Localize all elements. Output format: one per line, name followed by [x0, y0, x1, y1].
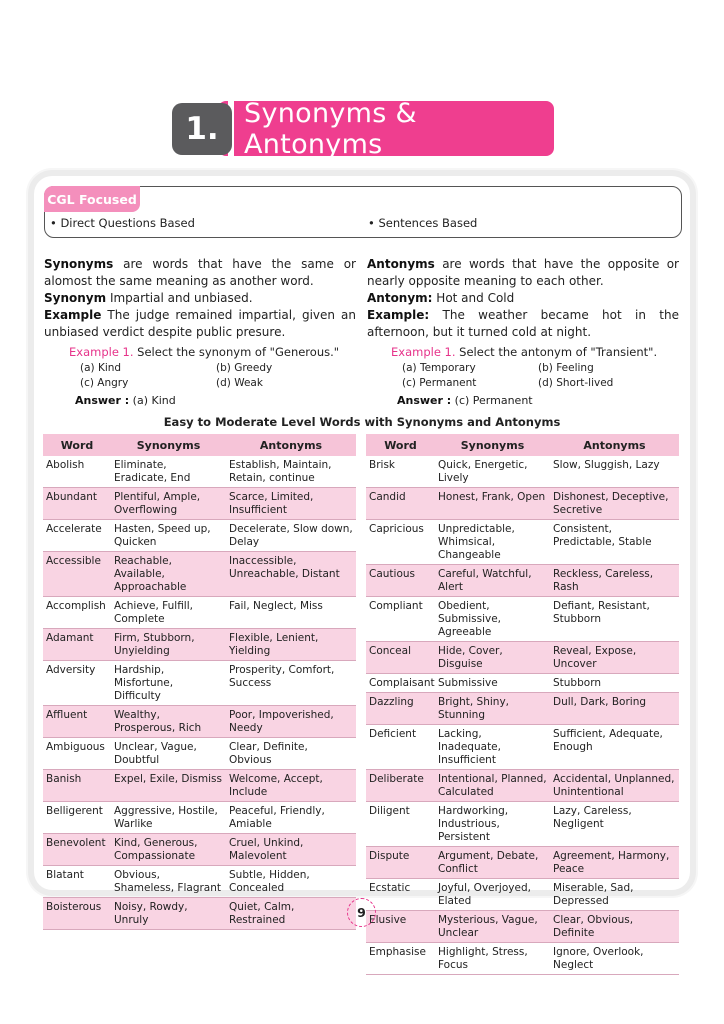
antonym-option-a: (a) Temporary: [402, 362, 476, 374]
cell-synonyms: Firm, Stubborn, Unyielding: [111, 629, 226, 661]
cgl-item-sentences: • Sentences Based: [368, 216, 478, 230]
cell-synonyms: Highlight, Stress, Focus: [435, 943, 550, 975]
table-row: [43, 552, 356, 597]
cell-synonyms: Argument, Debate, Conflict: [435, 847, 550, 879]
cell-synonyms: Noisy, Rowdy, Unruly: [111, 898, 226, 930]
table-row: [43, 488, 356, 520]
cell-synonyms: Hardship, Misfortune, Difficulty: [111, 661, 226, 706]
cell-synonyms: Expel, Exile, Dismiss: [111, 770, 226, 802]
table-row: [43, 802, 356, 834]
cell-synonyms: Intentional, Planned, Calculated: [435, 770, 550, 802]
header-synonyms: Synonyms: [435, 434, 550, 456]
header-word: Word: [366, 434, 435, 456]
cell-antonyms: Lazy, Careless, Negligent: [550, 802, 679, 847]
table-row: [366, 943, 679, 975]
cell-antonyms: Reckless, Careless, Rash: [550, 565, 679, 597]
cell-antonyms: Sufficient, Adequate, Enough: [550, 725, 679, 770]
chapter-title: Synonyms & Antonyms: [244, 97, 417, 160]
header-antonyms: Antonyms: [550, 434, 679, 456]
cell-word: Blatant: [43, 866, 111, 898]
cell-word: Diligent: [366, 802, 435, 847]
header-antonyms: Antonyms: [226, 434, 356, 456]
cell-antonyms: Quiet, Calm, Restrained: [226, 898, 356, 930]
cell-antonyms: Poor, Impoverished, Needy: [226, 706, 356, 738]
word-table-right: [366, 434, 679, 975]
table-row: [366, 847, 679, 879]
cgl-item-direct: • Direct Questions Based: [50, 216, 195, 230]
cell-synonyms: Bright, Shiny, Stunning: [435, 693, 550, 725]
cell-antonyms: Accidental, Unplanned, Unintentional: [550, 770, 679, 802]
cell-synonyms: Unclear, Vague, Doubtful: [111, 738, 226, 770]
cell-antonyms: Reveal, Expose, Uncover: [550, 642, 679, 674]
cell-synonyms: Honest, Frank, Open: [435, 488, 550, 520]
cell-antonyms: Inaccessible, Unreachable, Distant: [226, 552, 356, 597]
cell-word: Ecstatic: [366, 879, 435, 911]
table-row: [366, 642, 679, 674]
cell-word: Capricious: [366, 520, 435, 565]
cell-antonyms: Scarce, Limited, Insufficient: [226, 488, 356, 520]
table-row: [43, 738, 356, 770]
chapter-title-banner: [172, 97, 554, 160]
synonym-option-b: (b) Greedy: [216, 362, 273, 374]
cell-word: Benevolent: [43, 834, 111, 866]
page-number: 9: [347, 898, 376, 927]
table-row: [43, 770, 356, 802]
antonyms-definition: Antonyms are words that have the opposite or nearly opposite meaning to each other. Antonym: Hot and Cold Example: The weather became hot in the afternoon, but it turned cold at night.: [367, 257, 679, 339]
cell-word: Conceal: [366, 642, 435, 674]
synonym-option-a: (a) Kind: [80, 362, 122, 374]
cell-synonyms: Hide, Cover, Disguise: [435, 642, 550, 674]
cell-antonyms: Dishonest, Deceptive, Secretive: [550, 488, 679, 520]
table-row: [43, 866, 356, 898]
table-row: [366, 725, 679, 770]
cgl-focused-tag: CGL Focused: [44, 186, 140, 212]
cell-synonyms: Plentiful, Ample, Overflowing: [111, 488, 226, 520]
antonym-option-d: (d) Short-lived: [538, 377, 614, 389]
antonym-option-c: (c) Permanent: [402, 377, 477, 389]
cell-word: Candid: [366, 488, 435, 520]
cell-word: Abolish: [43, 456, 111, 488]
synonym-option-c: (c) Angry: [80, 377, 129, 389]
table-row: [366, 520, 679, 565]
cell-antonyms: Establish, Maintain, Retain, continue: [226, 456, 356, 488]
cell-antonyms: Flexible, Lenient, Yielding: [226, 629, 356, 661]
table-row: [366, 911, 679, 943]
cell-word: Cautious: [366, 565, 435, 597]
table-row: [366, 693, 679, 725]
table-row: [366, 565, 679, 597]
cell-synonyms: Hardworking, Industrious, Persistent: [435, 802, 550, 847]
cell-synonyms: Kind, Generous, Compassionate: [111, 834, 226, 866]
cell-word: Dazzling: [366, 693, 435, 725]
cell-antonyms: Ignore, Overlook, Neglect: [550, 943, 679, 975]
table-row: [366, 674, 679, 693]
synonym-option-d: (d) Weak: [216, 377, 263, 389]
cell-word: Brisk: [366, 456, 435, 488]
cell-synonyms: Aggressive, Hostile, Warlike: [111, 802, 226, 834]
table-row: [366, 802, 679, 847]
antonym-answer: Answer : (c) Permanent: [397, 394, 533, 407]
table-row: [366, 488, 679, 520]
cell-word: Banish: [43, 770, 111, 802]
antonym-example-question: Example 1. Select the antonym of "Transient".: [391, 345, 658, 359]
header-synonyms: Synonyms: [111, 434, 226, 456]
cell-synonyms: Mysterious, Vague, Unclear: [435, 911, 550, 943]
table-row: [43, 661, 356, 706]
cell-antonyms: Peaceful, Friendly, Amiable: [226, 802, 356, 834]
table-row: [366, 879, 679, 911]
antonym-option-b: (b) Feeling: [538, 362, 594, 374]
cell-antonyms: Dull, Dark, Boring: [550, 693, 679, 725]
cell-antonyms: Welcome, Accept, Include: [226, 770, 356, 802]
cell-antonyms: Fail, Neglect, Miss: [226, 597, 356, 629]
table-row: [366, 597, 679, 642]
cell-antonyms: Miserable, Sad, Depressed: [550, 879, 679, 911]
cell-antonyms: Subtle, Hidden, Concealed: [226, 866, 356, 898]
cell-antonyms: Slow, Sluggish, Lazy: [550, 456, 679, 488]
cell-word: Deliberate: [366, 770, 435, 802]
table-row: [43, 456, 356, 488]
cell-synonyms: Hasten, Speed up, Quicken: [111, 520, 226, 552]
table-heading: Easy to Moderate Level Words with Synonyms and Antonyms: [163, 415, 561, 429]
cell-word: Emphasise: [366, 943, 435, 975]
cell-word: Compliant: [366, 597, 435, 642]
cell-synonyms: Lacking, Inadequate, Insufficient: [435, 725, 550, 770]
cell-synonyms: Careful, Watchful, Alert: [435, 565, 550, 597]
cell-word: Accomplish: [43, 597, 111, 629]
cell-synonyms: Eliminate, Eradicate, End: [111, 456, 226, 488]
cell-word: Ambiguous: [43, 738, 111, 770]
table-row: [43, 520, 356, 552]
table-row: [366, 456, 679, 488]
cell-synonyms: Joyful, Overjoyed, Elated: [435, 879, 550, 911]
cell-synonyms: Quick, Energetic, Lively: [435, 456, 550, 488]
cell-word: Deficient: [366, 725, 435, 770]
synonym-answer: Answer : (a) Kind: [75, 394, 176, 407]
cell-synonyms: Unpredictable, Whimsical, Changeable: [435, 520, 550, 565]
cell-word: Dispute: [366, 847, 435, 879]
synonym-example-question: Example 1. Select the synonym of "Generous.": [69, 345, 340, 359]
cell-word: Abundant: [43, 488, 111, 520]
cell-antonyms: Stubborn: [550, 674, 679, 693]
table-row: [43, 629, 356, 661]
cell-word: Boisterous: [43, 898, 111, 930]
cell-word: Affluent: [43, 706, 111, 738]
table-row: [43, 898, 356, 930]
cell-antonyms: Cruel, Unkind, Malevolent: [226, 834, 356, 866]
cell-synonyms: Wealthy, Prosperous, Rich: [111, 706, 226, 738]
table-row: [43, 597, 356, 629]
cell-word: Elusive: [366, 911, 435, 943]
cell-synonyms: Obedient, Submissive, Agreeable: [435, 597, 550, 642]
chapter-number: 1.: [172, 103, 232, 155]
cell-antonyms: Agreement, Harmony, Peace: [550, 847, 679, 879]
table-row: [366, 770, 679, 802]
cell-word: Accelerate: [43, 520, 111, 552]
cell-synonyms: Obvious, Shameless, Flagrant: [111, 866, 226, 898]
cell-antonyms: Consistent, Predictable, Stable: [550, 520, 679, 565]
cell-word: Adversity: [43, 661, 111, 706]
cell-word: Complaisant: [366, 674, 435, 693]
word-table-left: [43, 434, 356, 930]
cell-antonyms: Clear, Definite, Obvious: [226, 738, 356, 770]
cell-word: Belligerent: [43, 802, 111, 834]
cell-synonyms: Reachable, Available, Approachable: [111, 552, 226, 597]
header-word: Word: [43, 434, 111, 456]
synonyms-definition: Synonyms are words that have the same or alomost the same meaning as another word. Synonym Impartial and unbiased. Example The judge remained impartial, given an unbiased verdict despite public presure.: [44, 257, 356, 339]
cell-antonyms: Decelerate, Slow down, Delay: [226, 520, 356, 552]
cell-word: Adamant: [43, 629, 111, 661]
cell-synonyms: Submissive: [435, 674, 550, 693]
cell-antonyms: Defiant, Resistant, Stubborn: [550, 597, 679, 642]
cell-antonyms: Clear, Obvious, Definite: [550, 911, 679, 943]
table-row: [43, 706, 356, 738]
cell-synonyms: Achieve, Fulfill, Complete: [111, 597, 226, 629]
cell-word: Accessible: [43, 552, 111, 597]
cell-antonyms: Prosperity, Comfort, Success: [226, 661, 356, 706]
table-row: [43, 834, 356, 866]
